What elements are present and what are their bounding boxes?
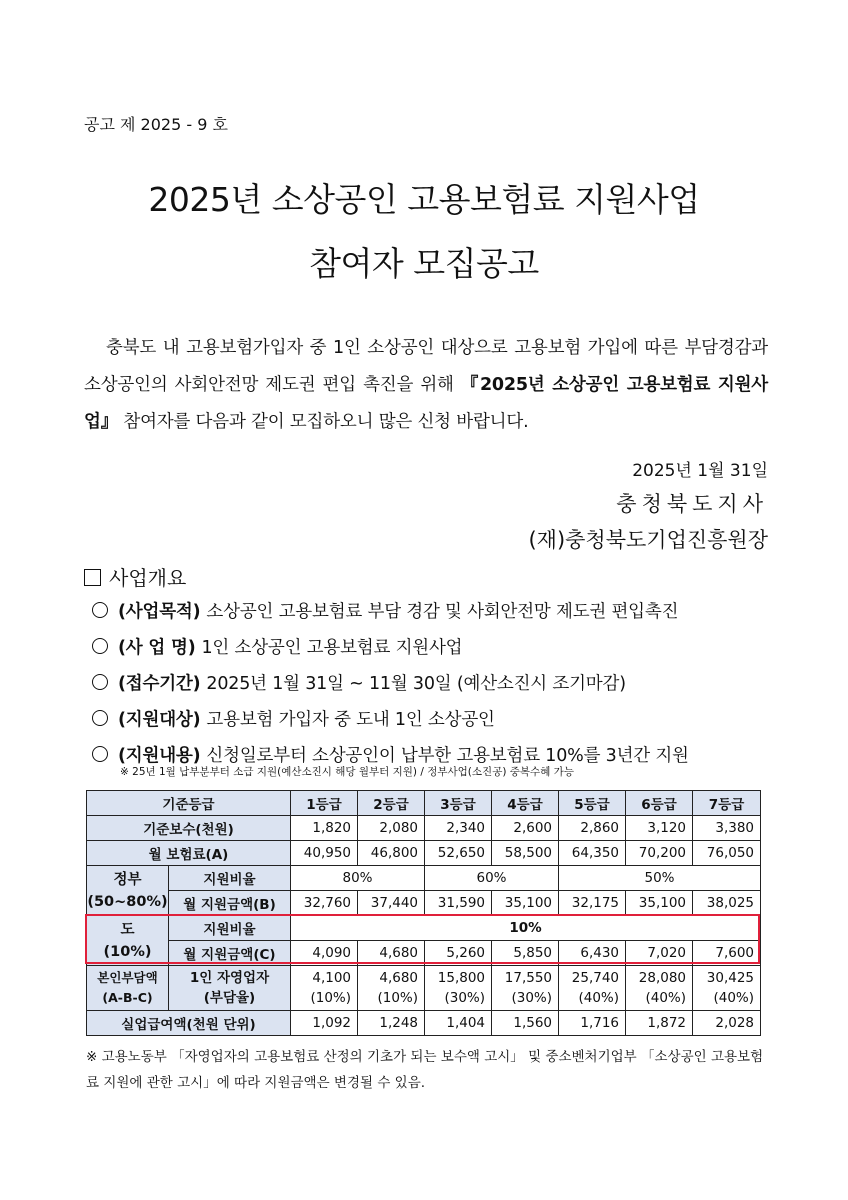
section-heading	[84, 562, 186, 591]
circle-bullet-icon	[92, 710, 108, 726]
table-cell: 60%	[425, 866, 559, 891]
circle-bullet-icon	[92, 638, 108, 654]
item-text: 소상공인 고용보험료 부담 경감 및 사회안전망 제도권 편입촉진	[206, 602, 679, 622]
header-grade: 2등급	[358, 791, 425, 816]
table-cell: 1,560	[492, 1011, 559, 1036]
item-text: 신청일로부터 소상공인이 납부한 고용보험료 10%를 3년간 지원	[206, 746, 689, 766]
item-label: (사업목적)	[118, 602, 201, 622]
table-cell: 2,860	[559, 816, 626, 841]
page-subtitle: 참여자 모집공고	[309, 244, 539, 283]
intro-paragraph	[84, 330, 768, 441]
item-text: 2025년 1월 31일 ~ 11월 30일 (예산소진시 조기마감)	[206, 674, 626, 694]
table-cell: 2,340	[425, 816, 492, 841]
gov-range: (50~80%)	[87, 893, 168, 910]
table-cell: 38,025	[693, 891, 761, 916]
table-cell: 1,248	[358, 1011, 425, 1036]
table-cell: 7,600	[693, 941, 761, 966]
self-amount: 30,425	[706, 970, 755, 986]
table-cell: 2,600	[492, 816, 559, 841]
self-rate: (40%)	[713, 990, 755, 1006]
row-label: 지원비율	[169, 916, 291, 941]
page-title: 2025년 소상공인 고용보험료 지원사업	[148, 180, 700, 219]
do-range: (10%)	[103, 943, 152, 960]
table-cell	[626, 966, 693, 1011]
header-grade: 6등급	[626, 791, 693, 816]
header-grade-label: 기준등급	[87, 791, 291, 816]
gov-label: 정부	[113, 871, 142, 888]
table-cell: 5,260	[425, 941, 492, 966]
header-grade: 5등급	[559, 791, 626, 816]
self-sub-label-2: (부담율)	[203, 990, 256, 1006]
table-row-do-ratio	[87, 916, 761, 941]
table-cell: 1,092	[291, 1011, 358, 1036]
table-row-gov-ratio	[87, 866, 761, 891]
table-cell: 2,028	[693, 1011, 761, 1036]
table-cell	[425, 966, 492, 1011]
table-row-premium	[87, 841, 761, 866]
table-row-do-amount	[87, 941, 761, 966]
table-row-self-burden	[87, 966, 761, 1011]
self-amount: 15,800	[437, 970, 486, 986]
table-row-gov-amount	[87, 891, 761, 916]
self-rate: (30%)	[444, 990, 486, 1006]
self-sub-label	[169, 966, 291, 1011]
self-rate: (40%)	[645, 990, 687, 1006]
table-cell: 32,760	[291, 891, 358, 916]
intro-text-2: 참여자를 다음과 같이 모집하오니 많은 신청 바랍니다.	[118, 412, 529, 432]
table-cell: 1,404	[425, 1011, 492, 1036]
do-label: 도	[120, 921, 135, 938]
self-label: 본인부담액	[97, 970, 158, 985]
self-amount: 17,550	[504, 970, 553, 986]
overview-item-name	[92, 634, 462, 659]
table-cell	[693, 966, 761, 1011]
table-cell: 35,100	[492, 891, 559, 916]
table-cell: 52,650	[425, 841, 492, 866]
table-cell	[358, 966, 425, 1011]
item-text: 1인 소상공인 고용보험료 지원사업	[201, 638, 463, 658]
self-rate: (40%)	[578, 990, 620, 1006]
table-row-base-pay	[87, 816, 761, 841]
table-cell: 35,100	[626, 891, 693, 916]
overview-item-purpose	[92, 598, 678, 623]
self-formula: (A-B-C)	[102, 990, 153, 1005]
notice-number: 공고 제 2025 - 9 호	[84, 115, 228, 134]
table-cell	[559, 966, 626, 1011]
self-sub-label-1: 1인 자영업자	[189, 970, 270, 986]
table-cell: 3,380	[693, 816, 761, 841]
table-cell: 3,120	[626, 816, 693, 841]
header-grade: 3등급	[425, 791, 492, 816]
table-cell: 37,440	[358, 891, 425, 916]
table-cell: 4,090	[291, 941, 358, 966]
circle-bullet-icon	[92, 746, 108, 762]
table-cell: 2,080	[358, 816, 425, 841]
support-note: ※ 25년 1월 납부분부터 소급 지원(예산소진시 해당 월부터 지원) / 정부사업(소진공) 중복수혜 가능	[120, 766, 574, 778]
table-cell: 64,350	[559, 841, 626, 866]
table-cell: 10%	[291, 916, 761, 941]
grade-table	[86, 790, 761, 1036]
row-label: 월 보험료(A)	[87, 841, 291, 866]
table-cell: 80%	[291, 866, 425, 891]
footnote: ※ 고용노동부 「자영업자의 고용보험료 산정의 기초가 되는 보수액 고시」 및 중소벤처기업부 「소상공인 고용보험료 지원에 관한 고시」에 따라 지원금액은 변경될 수 있음.	[86, 1049, 764, 1091]
row-label: 월 지원금액(B)	[169, 891, 291, 916]
header-grade: 1등급	[291, 791, 358, 816]
item-label: (접수기간)	[118, 674, 201, 694]
header-grade: 7등급	[693, 791, 761, 816]
self-group-label	[87, 966, 169, 1011]
item-text: 고용보험 가입자 중 도내 1인 소상공인	[206, 710, 495, 730]
table-cell: 46,800	[358, 841, 425, 866]
issuer-agency: (재)충청북도기업진흥원장	[528, 528, 768, 552]
table-cell	[291, 966, 358, 1011]
self-amount: 4,680	[379, 970, 419, 986]
intro-text-1: 충북도 내 고용보험가입자 중 1인 소상공인 대상으로 고용보험 가입에 따른 부담경감과 소상공인의 사회안전망 제도권 편입 촉진을 위해	[84, 338, 768, 395]
section-title: 사업개요	[109, 566, 187, 590]
self-amount: 25,740	[571, 970, 620, 986]
row-label: 월 지원금액(C)	[169, 941, 291, 966]
self-rate: (10%)	[377, 990, 419, 1006]
table-cell: 32,175	[559, 891, 626, 916]
notice-date: 2025년 1월 31일	[632, 461, 768, 481]
circle-bullet-icon	[92, 602, 108, 618]
table-header-row	[87, 791, 761, 816]
do-group-label	[87, 916, 169, 966]
self-rate: (30%)	[511, 990, 553, 1006]
table-cell: 50%	[559, 866, 761, 891]
table-cell: 1,716	[559, 1011, 626, 1036]
item-label: (지원내용)	[118, 746, 201, 766]
table-cell: 1,872	[626, 1011, 693, 1036]
table-cell: 58,500	[492, 841, 559, 866]
row-label: 실업급여액(천원 단위)	[87, 1011, 291, 1036]
table-cell: 7,020	[626, 941, 693, 966]
table-row-unemployment	[87, 1011, 761, 1036]
table-cell: 70,200	[626, 841, 693, 866]
issuer-governor: 충청북도지사	[616, 492, 768, 516]
item-label: (지원대상)	[118, 710, 201, 730]
overview-item-period	[92, 670, 626, 695]
table-cell: 4,680	[358, 941, 425, 966]
header-grade: 4등급	[492, 791, 559, 816]
table-cell	[492, 966, 559, 1011]
overview-item-target	[92, 706, 495, 731]
square-bullet-icon	[84, 569, 101, 586]
item-label: (사 업 명)	[118, 638, 196, 658]
table-cell: 6,430	[559, 941, 626, 966]
row-label: 기준보수(천원)	[87, 816, 291, 841]
table-cell: 1,820	[291, 816, 358, 841]
intro-program-name: 『2025년 소상공인 고용보험료 지원사업』	[84, 375, 768, 432]
row-label: 지원비율	[169, 866, 291, 891]
self-amount: 4,100	[312, 970, 352, 986]
circle-bullet-icon	[92, 674, 108, 690]
table-cell: 31,590	[425, 891, 492, 916]
gov-group-label	[87, 866, 169, 916]
table-cell: 5,850	[492, 941, 559, 966]
self-amount: 28,080	[638, 970, 687, 986]
table-cell: 76,050	[693, 841, 761, 866]
table-cell: 40,950	[291, 841, 358, 866]
self-rate: (10%)	[310, 990, 352, 1006]
